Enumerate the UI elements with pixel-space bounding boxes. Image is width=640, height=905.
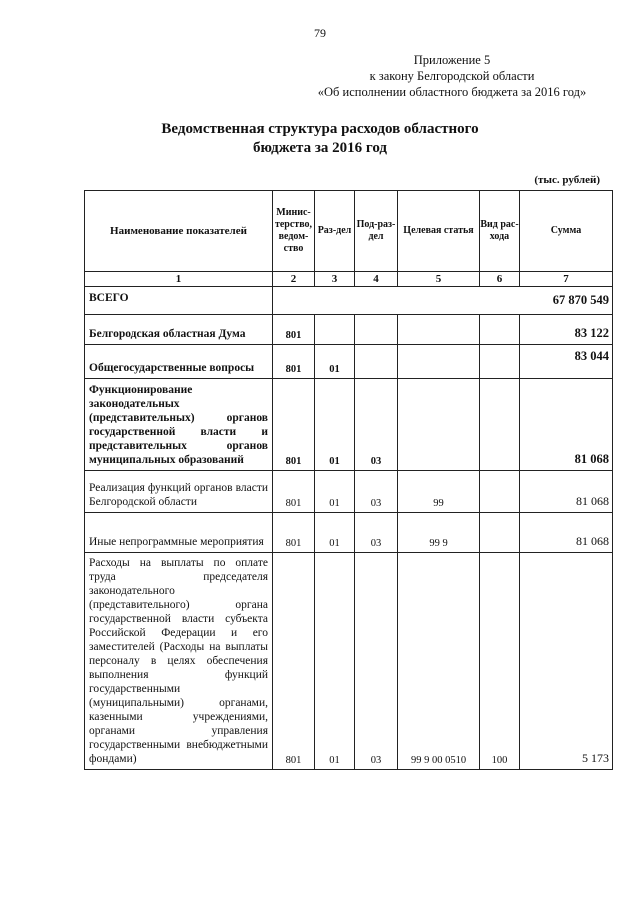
col-num-2: 2: [273, 272, 315, 287]
table-header-row: [85, 191, 613, 272]
row-ministry: 801: [273, 471, 315, 513]
appendix-line-3: «Об исполнении областного бюджета за 2016 год»: [317, 85, 587, 99]
row-expense-type: [480, 471, 520, 513]
row-target: [398, 345, 480, 379]
header-sum: Сумма: [520, 191, 613, 272]
row-section: [315, 315, 355, 345]
row-ministry: 801: [273, 345, 315, 379]
row-expense-type: [480, 315, 520, 345]
row-name: Белгородская областная Дума: [85, 315, 273, 345]
header-expense-type: Вид рас-хода: [480, 191, 520, 272]
col-num-1: 1: [85, 272, 273, 287]
header-ministry: Минис-терство, ведом-ство: [273, 191, 315, 272]
table-row: [85, 379, 613, 471]
row-section: 01: [315, 379, 355, 471]
header-section: Раз-дел: [315, 191, 355, 272]
row-expense-type: [480, 513, 520, 553]
col-num-3: 3: [315, 272, 355, 287]
row-sum: 83 044: [520, 345, 613, 379]
table-row: [85, 315, 613, 345]
row-target: [398, 379, 480, 471]
row-target: [398, 315, 480, 345]
col-num-6: 6: [480, 272, 520, 287]
row-subsection: 03: [355, 553, 398, 770]
row-name: Общегосударственные вопросы: [85, 345, 273, 379]
title-line-1: Ведомственная структура расходов областного: [161, 121, 479, 137]
row-subsection: [355, 315, 398, 345]
row-sum: 67 870 549: [273, 287, 613, 315]
row-ministry: 801: [273, 315, 315, 345]
row-ministry: 801: [273, 553, 315, 770]
row-name: Расходы на выплаты по оплате труда председателя законодательного (представительного) органа государственной власти субъекта Российской Федерации и его заместителей (Расходы на выплаты персоналу в целях обеспечения выполнения функций государственными (муниципальными) органами, казенными учреждениями, органами управления государственными внебюджетными фондами): [85, 553, 273, 770]
row-section: 01: [315, 345, 355, 379]
row-subsection: 03: [355, 471, 398, 513]
row-target: 99 9 00 0510: [398, 553, 480, 770]
table-row: [85, 513, 613, 553]
row-name: ВСЕГО: [85, 287, 273, 315]
row-name: Реализация функций органов власти Белгородской области: [85, 471, 273, 513]
row-section: 01: [315, 513, 355, 553]
header-name: Наименование показателей: [85, 191, 273, 272]
appendix-line-2: к закону Белгородской области: [369, 69, 535, 83]
table-row: [85, 471, 613, 513]
column-number-row: [85, 272, 613, 287]
col-num-5: 5: [398, 272, 480, 287]
col-num-7: 7: [520, 272, 613, 287]
row-expense-type: 100: [480, 553, 520, 770]
row-section: 01: [315, 553, 355, 770]
row-ministry: 801: [273, 513, 315, 553]
col-num-4: 4: [355, 272, 398, 287]
row-target: 99 9: [398, 513, 480, 553]
row-ministry: 801: [273, 379, 315, 471]
row-sum: 81 068: [520, 379, 613, 471]
title-line-2: бюджета за 2016 год: [253, 140, 387, 156]
row-name: Иные непрограммные мероприятия: [85, 513, 273, 553]
header-subsection: Под-раз-дел: [355, 191, 398, 272]
row-subsection: 03: [355, 513, 398, 553]
appendix-header: [302, 52, 602, 100]
row-section: 01: [315, 471, 355, 513]
row-sum: 81 068: [520, 471, 613, 513]
row-sum: 5 173: [520, 553, 613, 770]
header-target: Целевая статья: [398, 191, 480, 272]
row-subsection: 03: [355, 379, 398, 471]
document-title: [0, 120, 640, 158]
table-row: [85, 553, 613, 770]
row-expense-type: [480, 345, 520, 379]
appendix-line-1: Приложение 5: [413, 53, 491, 67]
row-name: Функционирование законодательных (представительных) органов государственной власти и представительных органов муниципальных образований: [85, 379, 273, 471]
row-sum: 83 122: [520, 315, 613, 345]
units-label: (тыс. рублей): [534, 174, 600, 186]
page-number: 79: [314, 26, 326, 40]
row-sum: 81 068: [520, 513, 613, 553]
row-target: 99: [398, 471, 480, 513]
row-subsection: [355, 345, 398, 379]
expenditure-table: [84, 190, 613, 770]
row-expense-type: [480, 379, 520, 471]
table-row: [85, 287, 613, 315]
table-row: [85, 345, 613, 379]
